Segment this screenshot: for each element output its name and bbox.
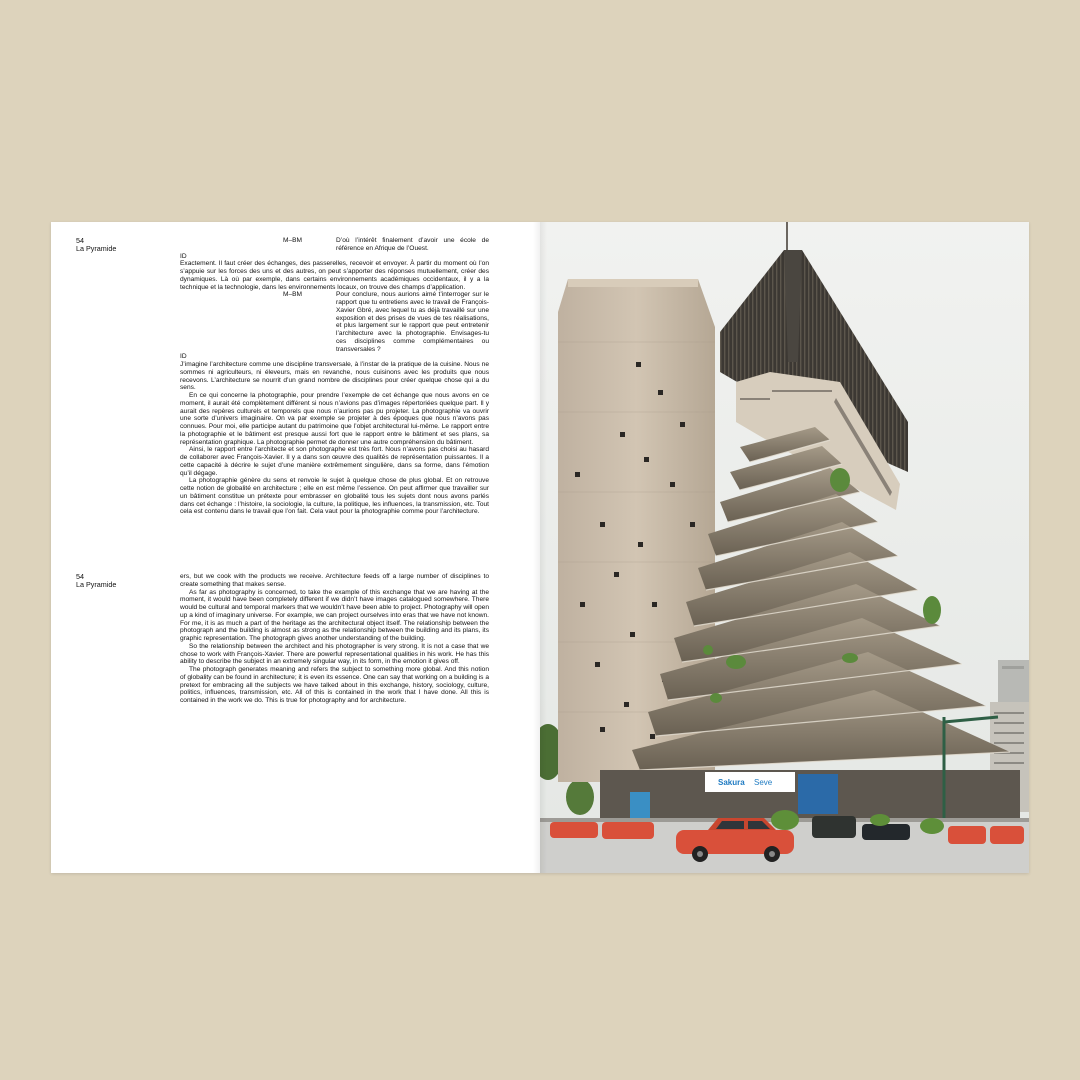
question-text: Pour conclure, nous aurions aimé t’interroger sur le rapport que tu entretiens avec le travail de François-Xavier Gbré, avec lequel tu as déjà travaillé sur une exposition et des prises de vues de tes réalisations, et plus largement sur le rapport que peut entretenir l’architecture avec la photographie. Envisages-tu ces disciplines comme complémentaires ou transversales ? [336, 291, 489, 353]
sign-seve: Seve [754, 778, 773, 787]
speaker-label: M–BM [283, 291, 303, 299]
running-title: La Pyramide [76, 580, 117, 590]
body-paragraph: ers, but we cook with the products we receive. Architecture feeds off a large number of disciplines to create something that makes sense. [180, 573, 489, 588]
english-text-block [180, 573, 489, 705]
running-title: La Pyramide [76, 244, 117, 254]
sign-sakura: Sakura [718, 778, 745, 787]
speaker-label: ID [180, 252, 187, 260]
answer-paragraph: En ce qui concerne la photographie, pour prendre l’exemple de cet échange que nous avons en ce moment, il aurait été complètement différent si nous n’avions pas d’images répertoriées quelque part. Il y aurait des repères culturels et temporels que nous n’aurions pas pu projeter. La photographie va ouvrir une sorte d’univers imaginaire. On va par exemple se projeter à des époques que nous n’avons pas connues. Pour moi, elle participe autant du patrimoine que l’objet architectural lui-même. Le rapport entre la photographie et le bâtiment est presque aussi fort que le rapport entre le bâtiment et ses plans, sa représentation graphique. La photographie permet de donner une autre compréhension du bâtiment. [180, 392, 489, 446]
french-text-block [180, 237, 489, 516]
body-paragraph: As far as photography is concerned, to take the example of this exchange that we are having at the moment, it would have been completely different if we didn’t have images catalogued somewhere. There would be cultural and temporal markers that we wouldn’t have been able to project. Photography will open up a kind of imaginary universe. For example, we can project ourselves into eras that we have not known. For me, it is as much a part of the heritage as the architectural object itself. The relationship between the photograph and the building is almost as strong as the relationship between the building and its plans, its graphic representation. The photograph gives another understanding of the building. [180, 588, 489, 642]
answer-paragraph: Ainsi, le rapport entre l’architecte et son photographe est très fort. Nous n’avons pas choisi au hasard de collaborer avec François-Xavier. Il y a dans son œuvre des qualités de représentation puissantes. Il a cette capacité à décrire le sujet d’une manière extrêmement singulière, dans sa forme, dans l’émotion qu’il dégage. [180, 446, 489, 477]
answer-paragraph: La photographie génère du sens et renvoie le sujet à quelque chose de plus global. Et on retrouve cette notion de globalité en architecture ; elle en est même l’essence. On peut affirmer que travailler sur un bâtiment constitue un prétexte pour embrasser en globalité tous les sujets dont nous avons parlés dans cet échange : l’histoire, la sociologie, la culture, la politique, les influences, la transmission, etc. Tout cela est contenu dans le travail que l’on fait. Cela vaut pour la photographie comme pour l’architecture. [180, 477, 489, 516]
folio-top [76, 237, 116, 254]
book-spread [51, 222, 1029, 873]
pyramid-building-photo [540, 222, 1029, 873]
right-page [540, 222, 1029, 873]
answer-paragraph: J’imagine l’architecture comme une discipline transversale, à l’instar de la pratique de la cuisine. Nous ne sommes ni agriculteurs, ni éleveurs, mais en revanche, nous cuisinons avec les produits que nous recevons. L’architecture se nourrit d’un grand nombre de disciplines pour créer quelque chose qui a du sens. [180, 361, 489, 392]
folio-bottom [76, 573, 116, 590]
page-number: 54 [76, 572, 84, 581]
left-page [51, 222, 540, 873]
speaker-label: M–BM [283, 237, 303, 244]
answer-paragraph: Exactement. Il faut créer des échanges, des passerelles, recevoir et envoyer. À partir du moment où l’on s’appuie sur les forces des uns et des autres, on peut s’apporter des réponses mutuellement, créer des dynamiques. Là où par exemple, dans certains environnements académiques occidentaux, il y a la technique et la technologie, dans les environnements locaux, on trouve des champs d’application. [180, 260, 489, 291]
speaker-label: ID [180, 353, 187, 361]
body-paragraph: The photograph generates meaning and refers the subject to something more global. And this notion of globality can be found in architecture; it is even its essence. One can say that working on a building is a pretext for embracing all the subjects we have talked about in this exchange, history, sociology, culture, politics, influences, transmission, etc. All of this is contained in the work that I have done. All this is contained in the work we do. This is true for photography and for architecture. [180, 666, 489, 704]
question-1-row [283, 237, 489, 253]
question-text: D’où l’intérêt finalement d’avoir une école de référence en Afrique de l’Ouest. [336, 237, 489, 252]
question-2-row [283, 291, 489, 353]
body-paragraph: So the relationship between the architect and his photographer is very strong. It is not a case that we chose to work with François-Xavier. There are powerful representational qualities in his work. He has this ability to describe the subject in an extremely singular way, in its form, in the emotion it gives off. [180, 642, 489, 666]
page-number: 54 [76, 236, 84, 245]
